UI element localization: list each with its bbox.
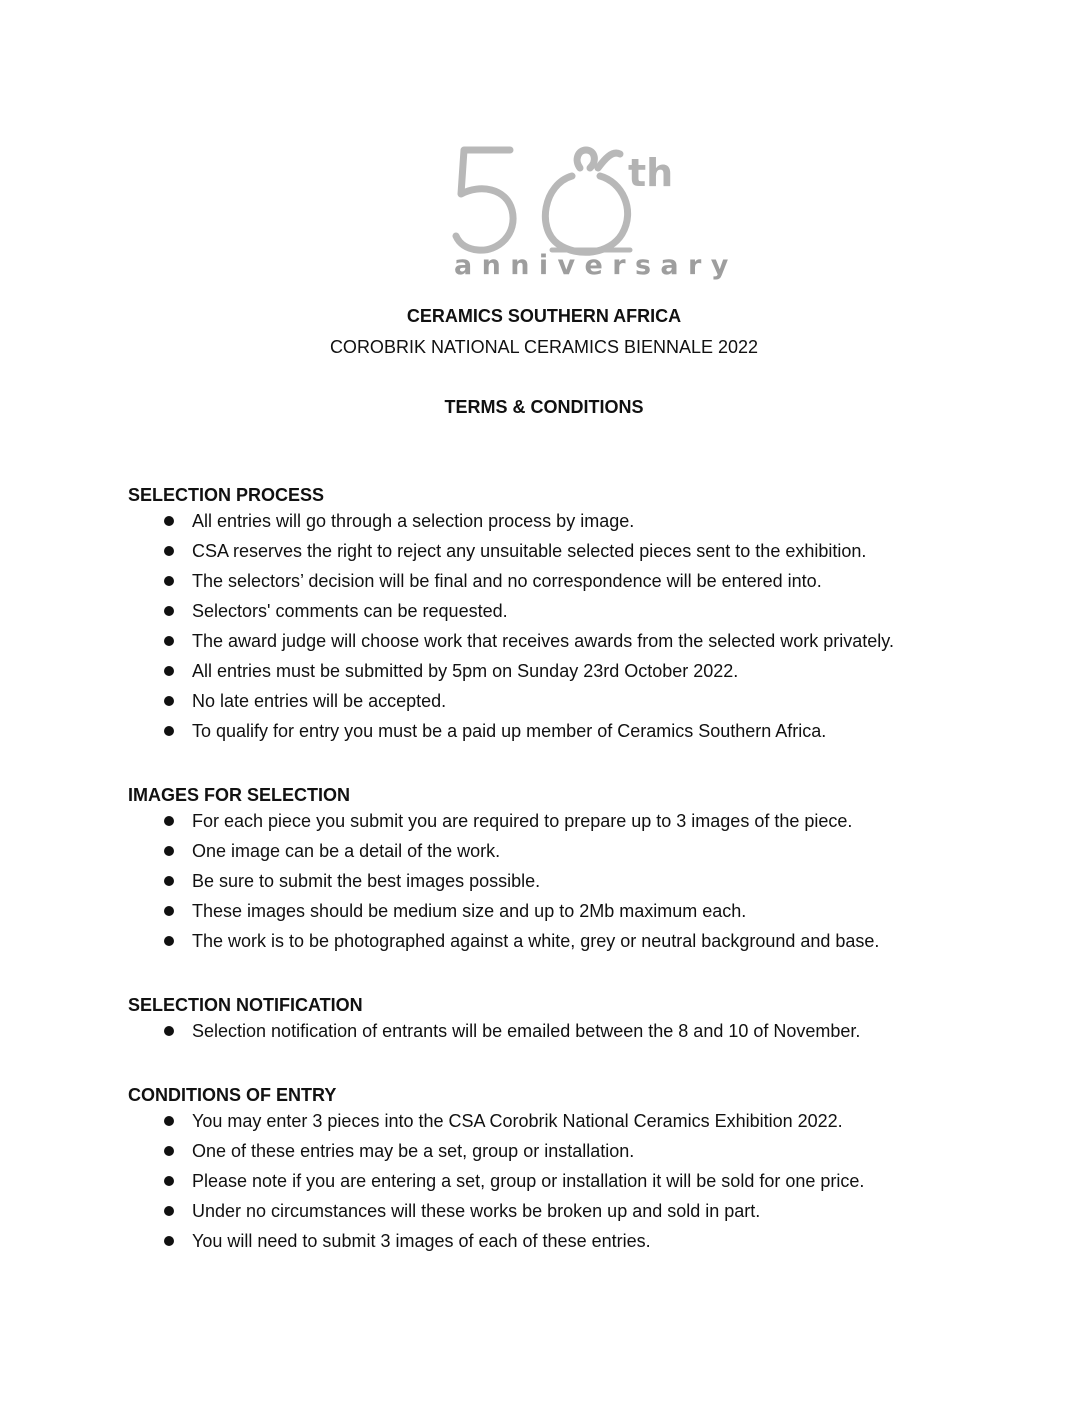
list-item — [128, 686, 1028, 716]
anniversary-word: anniversary — [454, 250, 738, 281]
list-item-text: You may enter 3 pieces into the CSA Corobrik National Ceramics Exhibition 2022. — [192, 1111, 843, 1131]
list-item-text: For each piece you submit you are required to prepare up to 3 images of the piece. — [192, 811, 853, 831]
list-item — [128, 506, 1028, 536]
list-item-text: These images should be medium size and up to 2Mb maximum each. — [192, 901, 747, 921]
section-selection-process — [128, 484, 1028, 746]
bullet-icon — [164, 516, 174, 526]
bullet-icon — [164, 1206, 174, 1216]
bullet-list — [128, 1106, 1028, 1256]
list-item — [128, 896, 1028, 926]
bullet-list — [128, 806, 1028, 956]
event-title: COROBRIK NATIONAL CERAMICS BIENNALE 2022 — [329, 337, 759, 357]
bullet-icon — [164, 576, 174, 586]
bullet-icon — [164, 1026, 174, 1036]
list-item — [128, 566, 1028, 596]
section-heading: IMAGES FOR SELECTION — [128, 785, 351, 805]
list-item-text: Under no circumstances will these works be broken up and sold in part. — [192, 1201, 761, 1221]
list-item — [128, 1196, 1028, 1226]
list-item — [128, 1226, 1028, 1256]
bullet-icon — [164, 1146, 174, 1156]
bullet-icon — [164, 876, 174, 886]
list-item-text: You will need to submit 3 images of each of these entries. — [192, 1231, 651, 1251]
section-selection-notification — [128, 994, 1028, 1046]
list-item-text: One of these entries may be a set, group or installation. — [192, 1141, 635, 1161]
list-item — [128, 716, 1028, 746]
list-item-text: All entries will go through a selection process by image. — [192, 511, 635, 531]
document-title: TERMS & CONDITIONS — [444, 397, 644, 417]
list-item-text: To qualify for entry you must be a paid up member of Ceramics Southern Africa. — [192, 721, 827, 741]
anniversary-logo — [440, 138, 738, 298]
bullet-icon — [164, 1176, 174, 1186]
list-item — [128, 1106, 1028, 1136]
section-heading: CONDITIONS OF ENTRY — [128, 1085, 337, 1105]
list-item — [128, 626, 1028, 656]
organisation-name: CERAMICS SOUTHERN AFRICA — [406, 306, 682, 326]
list-item — [128, 866, 1028, 896]
list-item-text: No late entries will be accepted. — [192, 691, 447, 711]
section-images-for-selection — [128, 784, 1028, 956]
section-conditions-of-entry — [128, 1084, 1028, 1256]
section-heading: SELECTION PROCESS — [128, 485, 325, 505]
list-item-text: Selection notification of entrants will be emailed between the 8 and 10 of November. — [192, 1021, 861, 1041]
list-item — [128, 806, 1028, 836]
bullet-icon — [164, 1236, 174, 1246]
list-item-text: CSA reserves the right to reject any unsuitable selected pieces sent to the exhibition. — [192, 541, 867, 561]
bullet-icon — [164, 546, 174, 556]
bullet-icon — [164, 906, 174, 916]
list-item — [128, 1136, 1028, 1166]
list-item-text: All entries must be submitted by 5pm on Sunday 23rd October 2022. — [192, 661, 739, 681]
bullet-icon — [164, 936, 174, 946]
bullet-icon — [164, 816, 174, 826]
bullet-icon — [164, 606, 174, 616]
list-item-text: Be sure to submit the best images possible. — [192, 871, 541, 891]
list-item-text: Selectors' comments can be requested. — [192, 601, 508, 621]
bullet-list — [128, 506, 1028, 746]
list-item — [128, 656, 1028, 686]
bullet-icon — [164, 696, 174, 706]
fifty-numeral-graphic — [440, 138, 700, 258]
bullet-icon — [164, 1116, 174, 1126]
list-item — [128, 536, 1028, 566]
list-item — [128, 926, 1028, 956]
section-heading: SELECTION NOTIFICATION — [128, 995, 363, 1015]
superscript-th: th — [628, 151, 674, 195]
list-item — [128, 836, 1028, 866]
bullet-icon — [164, 726, 174, 736]
bullet-icon — [164, 846, 174, 856]
bullet-list — [128, 1016, 1028, 1046]
list-item-text: One image can be a detail of the work. — [192, 841, 501, 861]
list-item-text: The award judge will choose work that receives awards from the selected work privately. — [192, 631, 894, 651]
list-item — [128, 1166, 1028, 1196]
bullet-icon — [164, 636, 174, 646]
list-item — [128, 596, 1028, 626]
list-item-text: The selectors’ decision will be final and no correspondence will be entered into. — [192, 571, 822, 591]
list-item-text: The work is to be photographed against a white, grey or neutral background and base. — [192, 931, 880, 951]
bullet-icon — [164, 666, 174, 676]
list-item-text: Please note if you are entering a set, group or installation it will be sold for one price. — [192, 1171, 865, 1191]
list-item — [128, 1016, 1028, 1046]
